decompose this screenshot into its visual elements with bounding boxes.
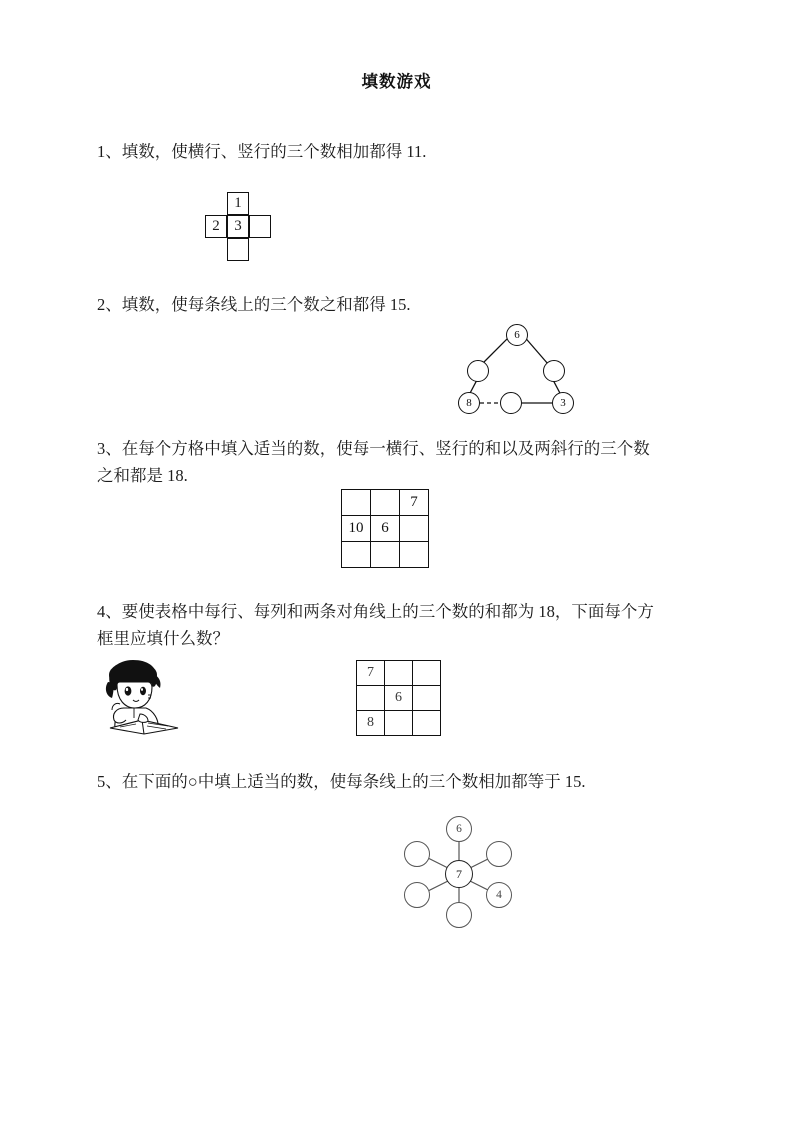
cross-cell-top[interactable]: 1 <box>227 192 249 215</box>
star-node-bottom[interactable] <box>446 902 472 928</box>
q3-cell-r1c3[interactable]: 7 <box>400 490 429 516</box>
problem-1-text: 1、填数，使横行、竖行的三个数相加都得 11. <box>97 142 427 161</box>
q4-cell-r3c2[interactable] <box>385 711 413 736</box>
star-node-top[interactable]: 6 <box>446 816 472 842</box>
q4-cell-r2c3[interactable] <box>413 686 441 711</box>
problem-5-star-figure <box>396 814 522 932</box>
q4-cell-r2c1[interactable] <box>357 686 385 711</box>
triangle-node-apex[interactable]: 6 <box>506 324 528 346</box>
child-illustration-drawing <box>100 658 182 736</box>
page-title: 填数游戏 <box>361 72 432 91</box>
cross-cell-middle[interactable]: 3 <box>227 215 249 238</box>
q3-cell-r3c3[interactable] <box>400 542 429 568</box>
q3-cell-r3c2[interactable] <box>371 542 400 568</box>
q4-cell-r2c2[interactable]: 6 <box>385 686 413 711</box>
problem-4-text-line1: 4、要使表格中每行、每列和两条对角线上的三个数的和都为 18，下面每个方 <box>97 602 654 621</box>
triangle-node-bottom-right[interactable]: 3 <box>552 392 574 414</box>
table-row <box>342 490 429 516</box>
star-node-center[interactable]: 7 <box>445 860 473 888</box>
triangle-node-bottom-left[interactable]: 8 <box>458 392 480 414</box>
cross-cell-right[interactable] <box>249 215 271 238</box>
problem-4-text-line2: 框里应填什么数？ <box>97 629 229 648</box>
star-node-lower-right[interactable]: 4 <box>486 882 512 908</box>
q3-cell-r2c1[interactable]: 10 <box>342 516 371 542</box>
q3-cell-r3c1[interactable] <box>342 542 371 568</box>
q4-cell-r3c1[interactable]: 8 <box>357 711 385 736</box>
star-node-upper-left[interactable] <box>404 841 430 867</box>
table-row <box>357 711 441 736</box>
star-node-upper-right[interactable] <box>486 841 512 867</box>
q4-cell-r1c3[interactable] <box>413 661 441 686</box>
problem-1-cross-grid <box>205 192 271 262</box>
table-row <box>342 516 429 542</box>
cross-cell-bottom[interactable] <box>227 238 249 261</box>
q4-cell-r3c3[interactable] <box>413 711 441 736</box>
q3-cell-r2c3[interactable] <box>400 516 429 542</box>
table-row <box>357 661 441 686</box>
star-node-lower-left[interactable] <box>404 882 430 908</box>
triangle-node-left-mid[interactable] <box>467 360 489 382</box>
problem-3-magic-square <box>341 489 429 568</box>
problem-5-text: 5、在下面的○中填上适当的数，使每条线上的三个数相加都等于 15. <box>97 772 586 791</box>
table-row <box>342 542 429 568</box>
q4-cell-r1c1[interactable]: 7 <box>357 661 385 686</box>
child-thinking-illustration <box>100 658 182 736</box>
q3-cell-r2c2[interactable]: 6 <box>371 516 400 542</box>
problem-3-text-line1: 3、在每个方格中填入适当的数，使每一横行、竖行的和以及两斜行的三个数 <box>97 439 650 458</box>
problem-2-text: 2、填数，使每条线上的三个数之和都得 15. <box>97 295 411 314</box>
table-row <box>357 686 441 711</box>
problem-2-triangle-figure <box>450 312 580 420</box>
cross-cell-left[interactable]: 2 <box>205 215 227 238</box>
problem-4-magic-square <box>356 660 441 736</box>
triangle-node-right-mid[interactable] <box>543 360 565 382</box>
problem-3-text-line2: 之和都是 18. <box>97 466 188 485</box>
triangle-node-bottom-mid[interactable] <box>500 392 522 414</box>
q3-cell-r1c1[interactable] <box>342 490 371 516</box>
q4-cell-r1c2[interactable] <box>385 661 413 686</box>
q3-cell-r1c2[interactable] <box>371 490 400 516</box>
